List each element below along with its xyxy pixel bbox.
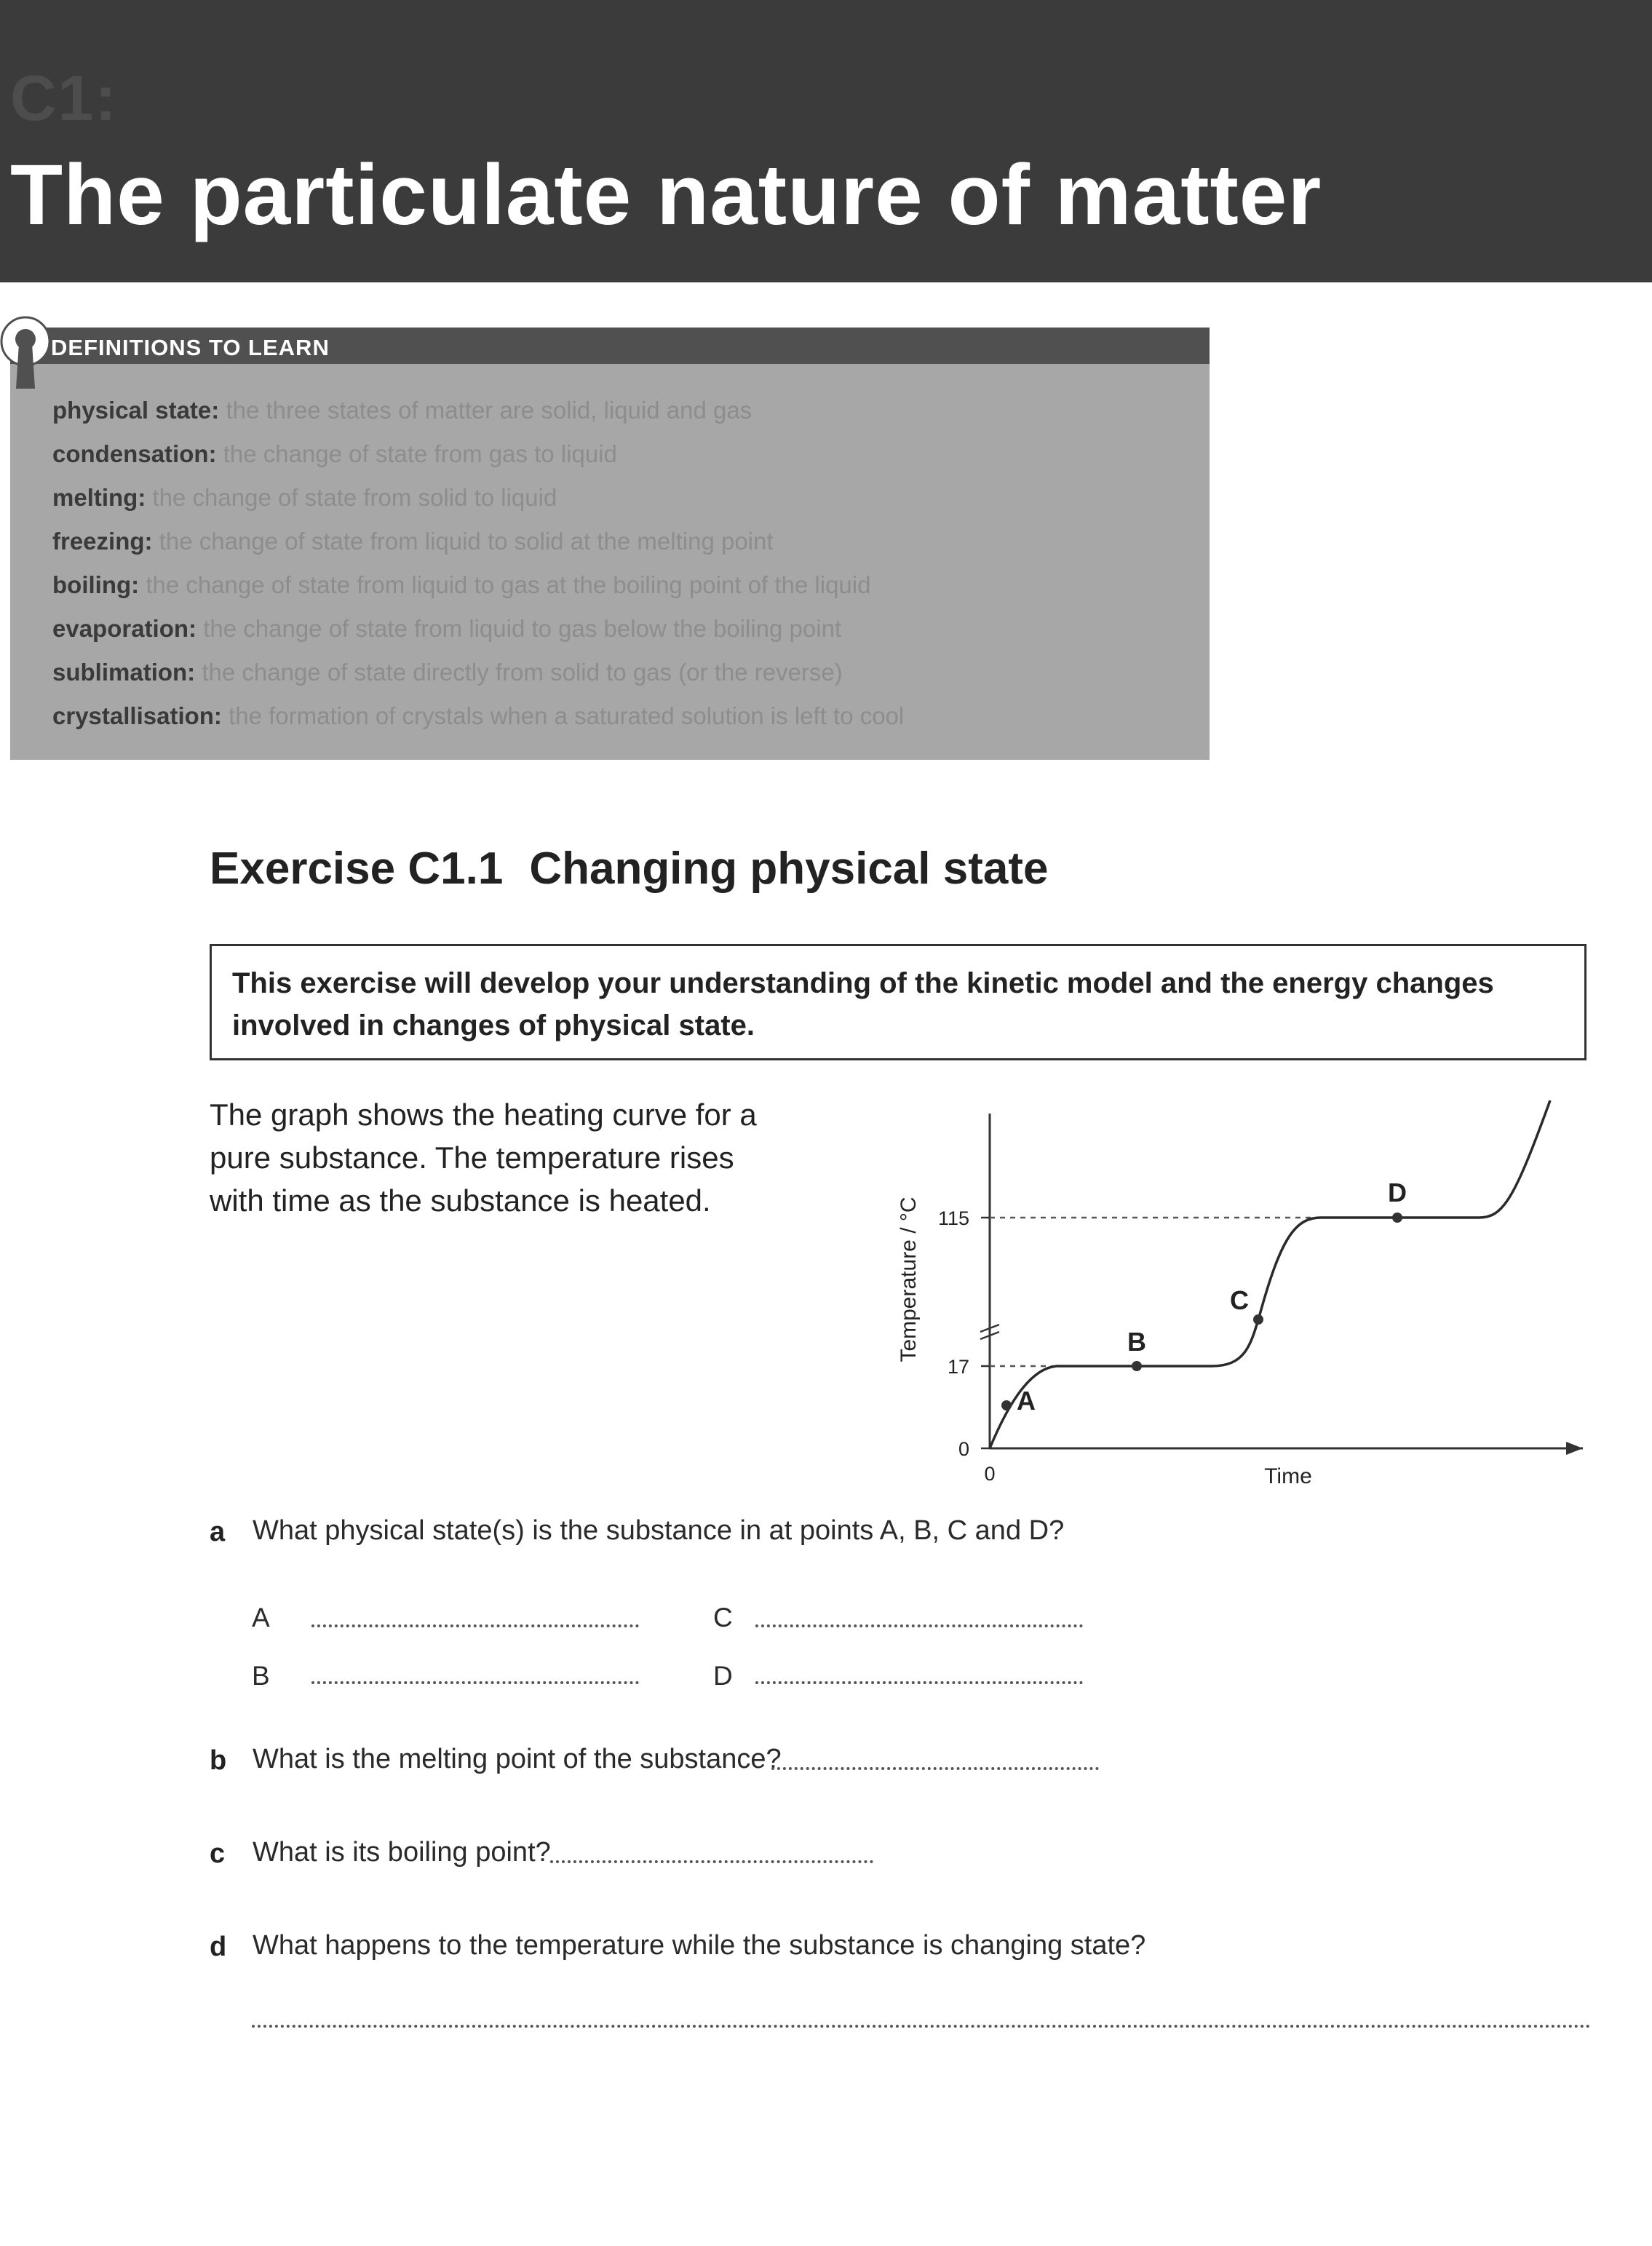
question-d-letter: d — [210, 1932, 227, 1962]
definition-text: the formation of crystals when a saturated solution is left to cool — [229, 702, 905, 729]
melting-point-answer-field[interactable] — [771, 1767, 1099, 1770]
heating-curve-chart — [888, 1084, 1587, 1492]
answer-b-field[interactable] — [311, 1681, 639, 1684]
answer-d-field[interactable] — [755, 1681, 1083, 1684]
definition-item — [52, 397, 752, 424]
point-c-label: C — [1230, 1285, 1249, 1315]
temperature-change-answer-field[interactable] — [252, 2025, 1591, 2028]
point-b-marker — [1132, 1361, 1142, 1371]
point-d-marker — [1392, 1213, 1402, 1223]
boiling-point-answer-field[interactable] — [550, 1860, 873, 1863]
chapter-code: C1: — [10, 62, 118, 134]
definition-text: the change of state from liquid to solid at the melting point — [159, 528, 774, 555]
y-tick-label-0: 0 — [958, 1438, 969, 1460]
answer-d-label: D — [713, 1661, 733, 1691]
chapter-title: The particulate nature of matter — [10, 147, 1322, 243]
answer-a-label: A — [252, 1603, 270, 1632]
chapter-header — [0, 0, 1652, 282]
definition-term: evaporation: — [52, 615, 197, 642]
definition-text: the change of state directly from solid to gas (or the reverse) — [202, 659, 843, 686]
definition-term: freezing: — [52, 528, 153, 555]
point-a-label: A — [1017, 1386, 1036, 1416]
question-c-letter: c — [210, 1838, 226, 1869]
definition-item — [52, 571, 870, 599]
x-axis-label: Time — [1264, 1464, 1312, 1488]
heating-curve-line — [990, 1100, 1550, 1448]
question-a-text: What physical state(s) is the substance in at points A, B, C and D? — [253, 1515, 1065, 1546]
x-axis-arrowhead — [1566, 1442, 1583, 1455]
point-d-label: D — [1388, 1178, 1407, 1207]
definitions-heading-bar — [10, 328, 1210, 364]
definition-text: the change of state from liquid to gas below the boiling point — [203, 615, 842, 642]
definition-text: the three states of matter are solid, liquid and gas — [226, 397, 752, 424]
y-tick-label-17: 17 — [947, 1356, 969, 1378]
question-c-text: What is its boiling point? — [253, 1837, 551, 1868]
point-b-label: B — [1127, 1327, 1146, 1357]
question-a-letter: a — [210, 1517, 226, 1547]
exercise-number: Exercise C1.1 — [210, 844, 504, 894]
definition-item — [52, 440, 617, 468]
keyhole-icon — [0, 316, 51, 392]
y-axis-label: Temperature / °C — [897, 1197, 921, 1362]
answer-b-label: B — [252, 1661, 270, 1691]
definition-term: crystallisation: — [52, 702, 222, 729]
definitions-box — [10, 328, 1210, 760]
definition-item — [52, 484, 557, 512]
exercise-goal: This exercise will develop your understanding of the kinetic model and the energy changes involved in changes of physical state. — [210, 944, 1587, 1060]
x-tick-label-0: 0 — [984, 1463, 996, 1485]
point-c-marker — [1253, 1314, 1263, 1325]
definition-term: boiling: — [52, 571, 140, 598]
definition-term: sublimation: — [52, 659, 196, 686]
answer-a-field[interactable] — [311, 1624, 639, 1627]
definition-item — [52, 528, 774, 555]
definition-item — [52, 659, 843, 686]
question-b-letter: b — [210, 1745, 227, 1776]
definition-term: physical state: — [52, 397, 220, 424]
answer-c-label: C — [713, 1603, 733, 1632]
question-d-text: What happens to the temperature while the substance is changing state? — [253, 1930, 1146, 1961]
answer-c-field[interactable] — [755, 1624, 1083, 1627]
definition-term: condensation: — [52, 440, 217, 467]
question-b-text: What is the melting point of the substance? — [253, 1744, 782, 1774]
definition-text: the change of state from gas to liquid — [223, 440, 617, 467]
definition-text: the change of state from liquid to gas at the boiling point of the liquid — [146, 571, 871, 598]
definition-text: the change of state from solid to liquid — [152, 484, 557, 511]
exercise-intro: The graph shows the heating curve for a pure substance. The temperature rises with time as the substance is heated. — [210, 1098, 757, 1218]
definition-item — [52, 615, 841, 643]
point-a-marker — [1001, 1400, 1012, 1410]
definition-term: melting: — [52, 484, 146, 511]
y-tick-label-115: 115 — [937, 1207, 969, 1229]
exercise-title — [210, 843, 1048, 894]
definition-item — [52, 702, 904, 730]
exercise-name: Changing physical state — [529, 844, 1049, 894]
definitions-heading: DEFINITIONS TO LEARN — [51, 335, 330, 360]
